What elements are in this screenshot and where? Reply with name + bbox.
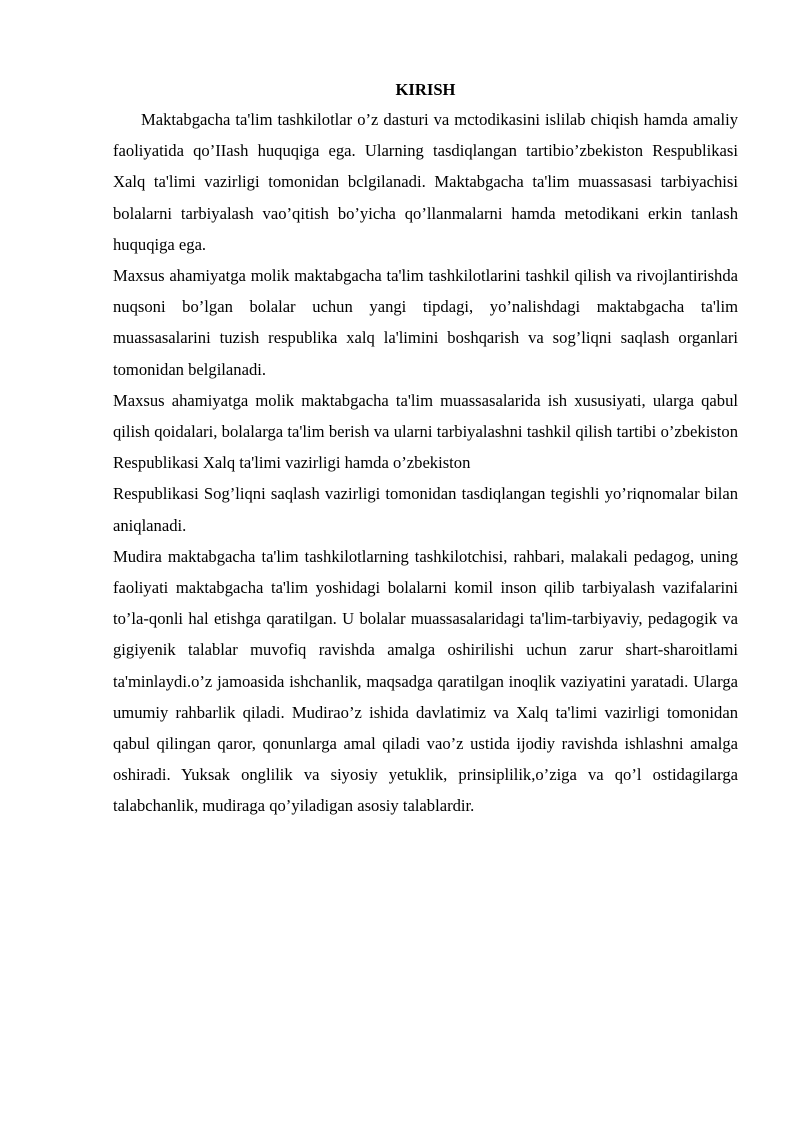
paragraph-3: Maxsus ahamiyatga molik maktabgacha ta'lim muassasalarida ish xususiyati, ularga qabul qilish qoidalari, bolalarga ta'lim berish va ularni tarbiyalashni tashkil qilish tartibi o’zbekiston Respublikasi Xalq ta'limi vazirligi hamda o’zbekiston <box>113 390 738 473</box>
paragraph-4: Respublikasi Sog’liqni saqlash vazirligi tomonidan tasdiqlangan tegishli yo’riqnomalar bilan aniqlanadi. <box>113 484 738 535</box>
document-content <box>113 76 738 822</box>
document-title: KIRISH <box>395 80 456 99</box>
paragraph-5: Mudira maktabgacha ta'lim tashkilotlarning tashkilotchisi, rahbari, malakali pedagog, uning faoliyati maktabgacha ta'lim yoshidagi bolalarni komil inson qilib tarbiyalash vazifalarini to’la-qonli hal etishga qaratilgan. U bolalar muassasalaridagi ta'lim-tarbiyaviy, pedagogik va gigiyenik talablar muvofiq ravishda amalga oshirilishi uchun zarur shart-sharoitlami ta'minlaydi.o’z jamoasida ishchanlik, maqsadga qaratilgan inoqlik vaziyatini yaratadi. Ularga umumiy rahbarlik qiladi. Mudirao’z ishida davlatimiz va Xalq ta'limi vazirligi tomonidan qabul qilingan qaror, qonunlarga amal qiladi vao’z ustida ijodiy ravishda ishlashni amalga oshiradi. Yuksak onglilik va siyosiy yetuklik, prinsiplilik,o’ziga va qo’l ostidagilarga talabchanlik, mudiraga qo’yiladigan asosiy talablardir. <box>113 546 738 816</box>
paragraph-1: Maktabgacha ta'lim tashkilotlar o’z dasturi va mctodikasini islilab chiqish hamda amaliy faoliyatida qo’IIash huquqiga ega. Ularning tasdiqlangan tartibio’zbekiston Respublikasi Xalq ta'limi vazirligi tomonidan bclgilanadi. Maktabgacha ta'lim muassasasi tarbiyachisi bolalarni tarbiyalash vao’qitish bo’yicha qo’llanmalarni hamda metodikani erkin tanlash huquqiga ega. <box>113 110 738 254</box>
paragraph-2: Maxsus ahamiyatga molik maktabgacha ta'lim tashkilotlarini tashkil qilish va rivojlantirishda nuqsoni bo’lgan bolalar uchun yangi tipdagi, yo’nalishdagi maktabgacha ta'lim muassasalarini tuzish respublika xalq la'limini boshqarish va sog’liqni saqlash organlari tomonidan belgilanadi. <box>113 266 738 379</box>
